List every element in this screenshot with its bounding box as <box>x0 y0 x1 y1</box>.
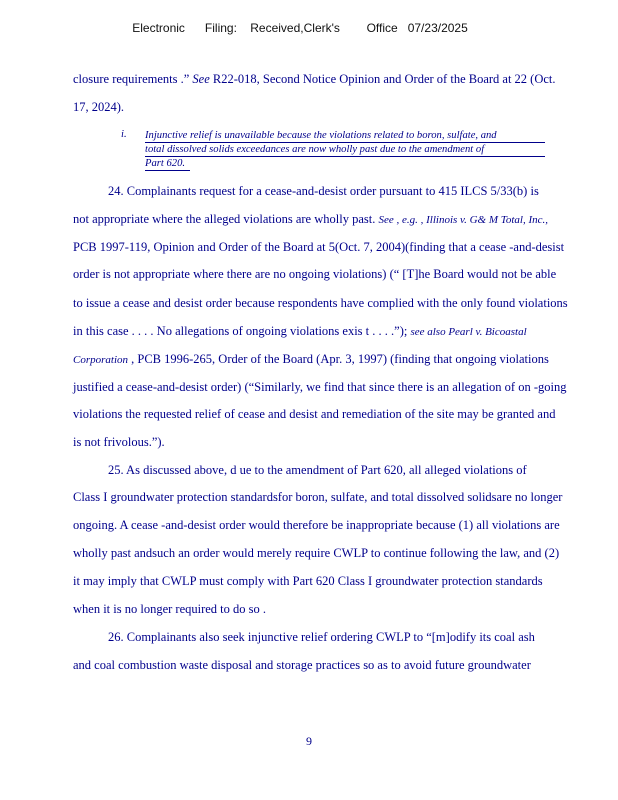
paragraph-24-line: not appropriate where the alleged violations are wholly past. See , e.g. , Illinois v. G& M Total, Inc., <box>73 212 549 226</box>
citation-signal: See <box>192 72 210 86</box>
subheading-line: Part 620. <box>145 157 190 171</box>
paragraph-24-line: justified a cease-and-desist order) (“Similarly, we find that since there is an allegation of on -going <box>73 380 567 394</box>
case-citation: See , e.g. , Illinois v. G& M Total, Inc., <box>378 214 549 226</box>
paragraph-25-line: ongoing. A cease -and-desist order would therefore be inappropriate because (1) all violations are <box>73 518 560 532</box>
paragraph-26-line: 26. Complainants also seek injunctive relief ordering CWLP to “[m]odify its coal ash <box>108 630 535 644</box>
paragraph-25-line: it may imply that CWLP must comply with Part 620 Class I groundwater protection standards <box>73 574 543 588</box>
paragraph-25-line: wholly past andsuch an order would merely require CWLP to continue following the law, and (2) <box>73 546 560 560</box>
paragraph-25-line: 25. As discussed above, d ue to the amendment of Part 620, all alleged violations of <box>108 463 527 477</box>
paragraph-24-line: Corporation , PCB 1996-265, Order of the Board (Apr. 3, 1997) (finding that ongoing violations <box>73 352 549 366</box>
paragraph-24-line: in this case . . . . No allegations of ongoing violations exis t . . . .”); see also Pearl v. Bicoastal <box>73 324 527 338</box>
filing-header: Electronic Filing: Received,Clerk's Office 07/23/2025 <box>132 21 468 35</box>
subheading-line: Injunctive relief is unavailable because the violations related to boron, sulfate, and <box>145 129 545 143</box>
paragraph-25-line: when it is no longer required to do so . <box>73 602 267 616</box>
paragraph-24-line: order is not appropriate where there are no ongoing violations) (“ [T]he Board would not be able <box>73 267 557 281</box>
paragraph-24-line: to issue a cease and desist order because respondents have complied with the only found violations <box>73 296 568 310</box>
text-line: 17, 2024). <box>73 100 125 114</box>
case-citation: Corporation <box>73 354 129 366</box>
page-number: 9 <box>306 734 312 748</box>
case-citation: see also Pearl v. Bicoastal <box>410 326 527 338</box>
text-line: closure requirements .” See R22-018, Second Notice Opinion and Order of the Board at 22 (Oct. <box>73 72 556 86</box>
paragraph-24-line: 24. Complainants request for a cease-and-desist order pursuant to 415 ILCS 5/33(b) is <box>108 184 539 198</box>
paragraph-25-line: Class I groundwater protection standardsfor boron, sulfate, and total dissolved solidsare no longer <box>73 490 563 504</box>
subheading-numeral: i. <box>121 129 127 140</box>
paragraph-24-line: PCB 1997-119, Opinion and Order of the Board at 5(Oct. 7, 2004)(finding that a cease -and-desist <box>73 240 565 254</box>
subheading-line: total dissolved solids exceedances are now wholly past due to the amendment of <box>145 143 545 157</box>
paragraph-26-line: and coal combustion waste disposal and storage practices so as to avoid future groundwater <box>73 658 531 672</box>
paragraph-24-line: violations the requested relief of cease and desist and remediation of the site may be granted and <box>73 407 556 421</box>
paragraph-24-line: is not frivolous.”). <box>73 435 165 449</box>
